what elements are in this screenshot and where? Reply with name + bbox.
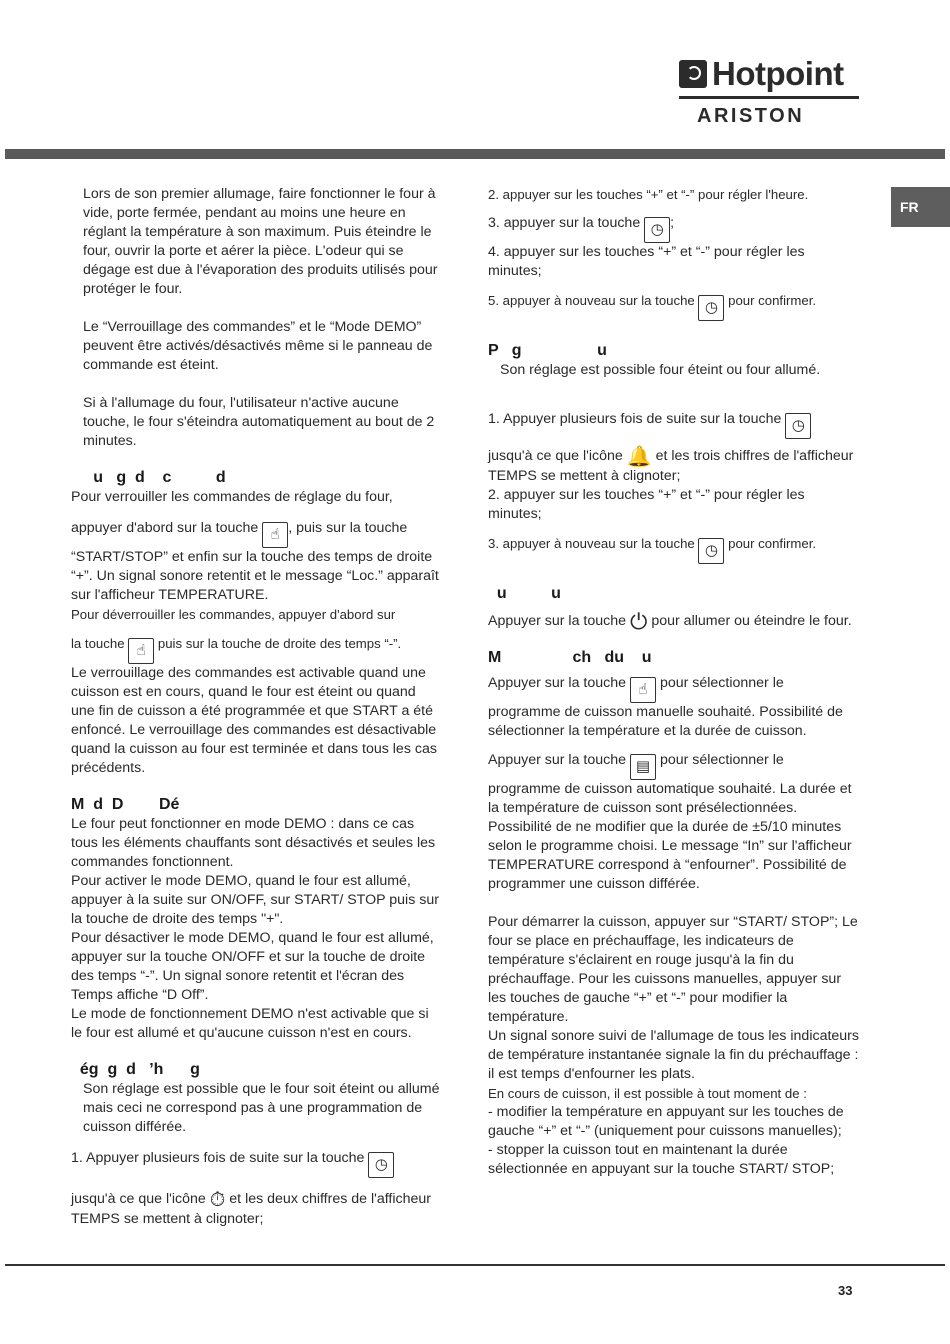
auto-program-icon bbox=[630, 754, 656, 780]
paragraph-auto-off: Si à l'allumage du four, l'utilisateur n'active aucune touche, le four s'éteindra automatiquement au bout de 2 minutes. bbox=[83, 395, 435, 449]
timer-step-1-cont-end: et les trois chiffres de l'afficheur TEMPS se mettent à clignoter; bbox=[488, 448, 854, 484]
heading-control-lock: u g d c d bbox=[71, 469, 226, 486]
lock-line-1: Pour verrouiller les commandes de réglage du four, bbox=[71, 489, 393, 505]
manual-program-end: pour sélectionner le programme de cuisson manuelle souhaité. Possibilité de sélectionner la température et la durée de cuisson. bbox=[488, 675, 843, 739]
clock-icon bbox=[785, 413, 811, 439]
clock-step-4: 4. appuyer sur les touches “+” et “-” pour régler les minutes; bbox=[488, 244, 805, 279]
clock-step-5 bbox=[488, 291, 860, 321]
clock-icon bbox=[644, 217, 670, 243]
onoff-text-end: pour allumer ou éteindre le four. bbox=[651, 613, 852, 629]
timer-step-3-text: 3. appuyer à nouveau sur la touche bbox=[488, 536, 695, 551]
clock-step-1-cont-end: et les deux chiffres de l'afficheur TEMPS se mettent à clignoter; bbox=[71, 1191, 432, 1227]
clock-step-5-text: 5. appuyer à nouveau sur la touche bbox=[488, 293, 695, 308]
during-cooking-intro: En cours de cuisson, il est possible à tout moment de : bbox=[488, 1086, 807, 1101]
manual-program-start: Appuyer sur la touche bbox=[488, 675, 627, 691]
clock-description: Son réglage est possible que le four soit éteint ou allumé mais ceci ne correspond pas à une programmation de cuisson différée. bbox=[83, 1081, 440, 1135]
clock-step-1-cont-start: jusqu'à ce que l'icône bbox=[71, 1191, 206, 1207]
logo-divider bbox=[679, 96, 859, 99]
lock-conditions: Le verrouillage des commandes est activable quand une cuisson est en cours, quand le four est éteint ou quand une fin de cuisson a été programmée et que START a été enfoncé. Le verrouillage des commandes est désactivable quand la cuisson au four est terminée et dans tous les cas précédents. bbox=[71, 665, 437, 776]
onoff-text bbox=[488, 609, 860, 634]
auto-program-text bbox=[488, 751, 860, 894]
paragraph-lock-demo-note: Le “Verrouillage des commandes” et le “Mode DEMO” peuvent être activés/désactivés même si le panneau de commande est éteint. bbox=[83, 319, 433, 373]
clock-step-1-cont bbox=[71, 1190, 443, 1229]
bell-icon: 🔔 bbox=[626, 446, 652, 468]
right-column bbox=[488, 180, 860, 1179]
start-preheat-text: Pour démarrer la cuisson, appuyer sur “START/ STOP”; Le four se place en préchauffage, les indicateurs de température s'éclairent en rouge jusqu'à la fin du préchauffage. Pour les cuissons manuelles, appuyer sur les touches de gauche “+” et “-” pour modifier la température. bbox=[488, 914, 858, 1025]
heading-demo-mode: M d D Dé bbox=[71, 796, 180, 813]
lock-unlock-end: puis sur la touche de droite des temps “-”. bbox=[157, 636, 402, 651]
lock-unlock-start: la touche bbox=[71, 636, 125, 651]
timer-step-3 bbox=[488, 534, 860, 564]
auto-program-end: pour sélectionner le programme de cuisson automatique souhaité. La durée et la température de cuisson sont présélectionnées. Possibilité de ne modifier que la durée de ±5/10 minutes selon le programme choisi. Le message “In” sur l'afficheur TEMPERATURE correspond à “enfourner”. Possibilité de programmer une cuisson différée. bbox=[488, 752, 852, 892]
heading-clock-setting: ég g d ’h g bbox=[71, 1061, 200, 1078]
heading-timer: P g u bbox=[488, 342, 607, 359]
clock-step-5-end: pour confirmer. bbox=[728, 293, 817, 308]
manual-hand-icon bbox=[128, 638, 154, 664]
timer-step-1-cont-start: jusqu'à ce que l'icône bbox=[488, 448, 623, 464]
brand-name: Hotpoint bbox=[712, 55, 844, 92]
timer-step-1 bbox=[488, 410, 860, 439]
demo-activate: Pour activer le mode DEMO, quand le four est allumé, appuyer à la suite sur ON/OFF, sur START/ STOP puis sur la touche de droite des temps "+". bbox=[71, 873, 439, 927]
auto-program-start: Appuyer sur la touche bbox=[488, 752, 627, 768]
demo-deactivate: Pour désactiver le mode DEMO, quand le four est allumé, appuyer sur la touche ON/OFF et sur la touche de droite des temps “-”. Un signal sonore retentit et l'écran des Temps affiche “D Off”. bbox=[71, 930, 434, 1003]
timer-description: Son réglage est possible four éteint ou four allumé. bbox=[500, 362, 821, 378]
timer-step-2: 2. appuyer sur les touches “+” et “-” pour régler les minutes; bbox=[488, 487, 805, 522]
lock-unlock-line bbox=[71, 634, 443, 664]
clock-step-2: 2. appuyer sur les touches “+” et “-” pour régler l'heure. bbox=[488, 187, 809, 202]
manual-hand-icon bbox=[262, 522, 288, 548]
lock-line-2-start: appuyer d'abord sur la touche bbox=[71, 520, 259, 536]
lock-unlock-intro: Pour déverrouiller les commandes, appuyer d'abord sur bbox=[71, 607, 396, 622]
manual-hand-icon bbox=[630, 677, 656, 703]
lock-line-2 bbox=[71, 519, 443, 605]
hourglass-icon: ⏱ bbox=[209, 1189, 226, 1211]
clock-step-3 bbox=[488, 214, 860, 243]
clock-step-1 bbox=[71, 1149, 443, 1178]
brand-logo bbox=[679, 54, 861, 127]
clock-icon bbox=[368, 1152, 394, 1178]
paragraph-first-use: Lors de son premier allumage, faire fonctionner le four à vide, porte fermée, pendant au moins une heure en réglant la température à son maximum. Puis éteindre le four, ouvrir la porte et aérer la pièce. L'odeur qui se dégage est due à l'évaporation des produits utilisés pour protéger le four. bbox=[83, 186, 438, 297]
onoff-text-start: Appuyer sur la touche bbox=[488, 613, 627, 629]
clock-step-3-end: ; bbox=[670, 215, 675, 231]
during-cooking-bullet-2: - stopper la cuisson tout en maintenant la durée sélectionnée en appuyant sur la touche START/ STOP; bbox=[488, 1142, 835, 1177]
lock-line-2-end: , puis sur la touche “START/STOP” et enfin sur la touche des temps de droite “+”. Un signal sonore retentit et le message “Loc.” apparaît sur l'afficheur TEMPERATURE. bbox=[71, 520, 439, 603]
language-tab: FR bbox=[891, 187, 950, 227]
page-number: 33 bbox=[838, 1283, 853, 1298]
header-bar bbox=[5, 149, 945, 159]
clock-step-1-text: 1. Appuyer plusieurs fois de suite sur la touche bbox=[71, 1150, 365, 1166]
left-column bbox=[71, 180, 443, 1229]
power-icon: ⏻ bbox=[629, 609, 648, 634]
footer-rule bbox=[5, 1264, 945, 1266]
clock-icon bbox=[698, 295, 724, 321]
timer-step-1-text: 1. Appuyer plusieurs fois de suite sur la touche bbox=[488, 411, 782, 427]
clock-icon bbox=[698, 538, 724, 564]
manual-program-text bbox=[488, 674, 860, 741]
timer-step-1-cont bbox=[488, 447, 860, 486]
clock-step-3-text: 3. appuyer sur la touche bbox=[488, 215, 641, 231]
timer-step-3-end: pour confirmer. bbox=[728, 536, 817, 551]
heading-start-cooking: M ch du u bbox=[488, 649, 652, 666]
heading-on-off: u u bbox=[488, 585, 561, 602]
demo-note: Le mode de fonctionnement DEMO n'est activable que si le four est allumé et qu'aucune cuisson n'est en cours. bbox=[71, 1006, 429, 1041]
preheat-end-text: Un signal sonore suivi de l'allumage de tous les indicateurs de température instantanée signale la fin du préchauffage : il est temps d'enfourner les plats. bbox=[488, 1028, 860, 1082]
hotpoint-logo-icon bbox=[679, 60, 707, 88]
during-cooking-bullet-1: - modifier la température en appuyant sur les touches de gauche “+” et “-” (uniquement pour cuissons manuelles); bbox=[488, 1104, 844, 1139]
brand-sub: ARISTON bbox=[697, 105, 805, 127]
demo-description: Le four peut fonctionner en mode DEMO : dans ce cas tous les éléments chauffants sont désactivés et seules les commandes fonctionnent. bbox=[71, 816, 436, 870]
